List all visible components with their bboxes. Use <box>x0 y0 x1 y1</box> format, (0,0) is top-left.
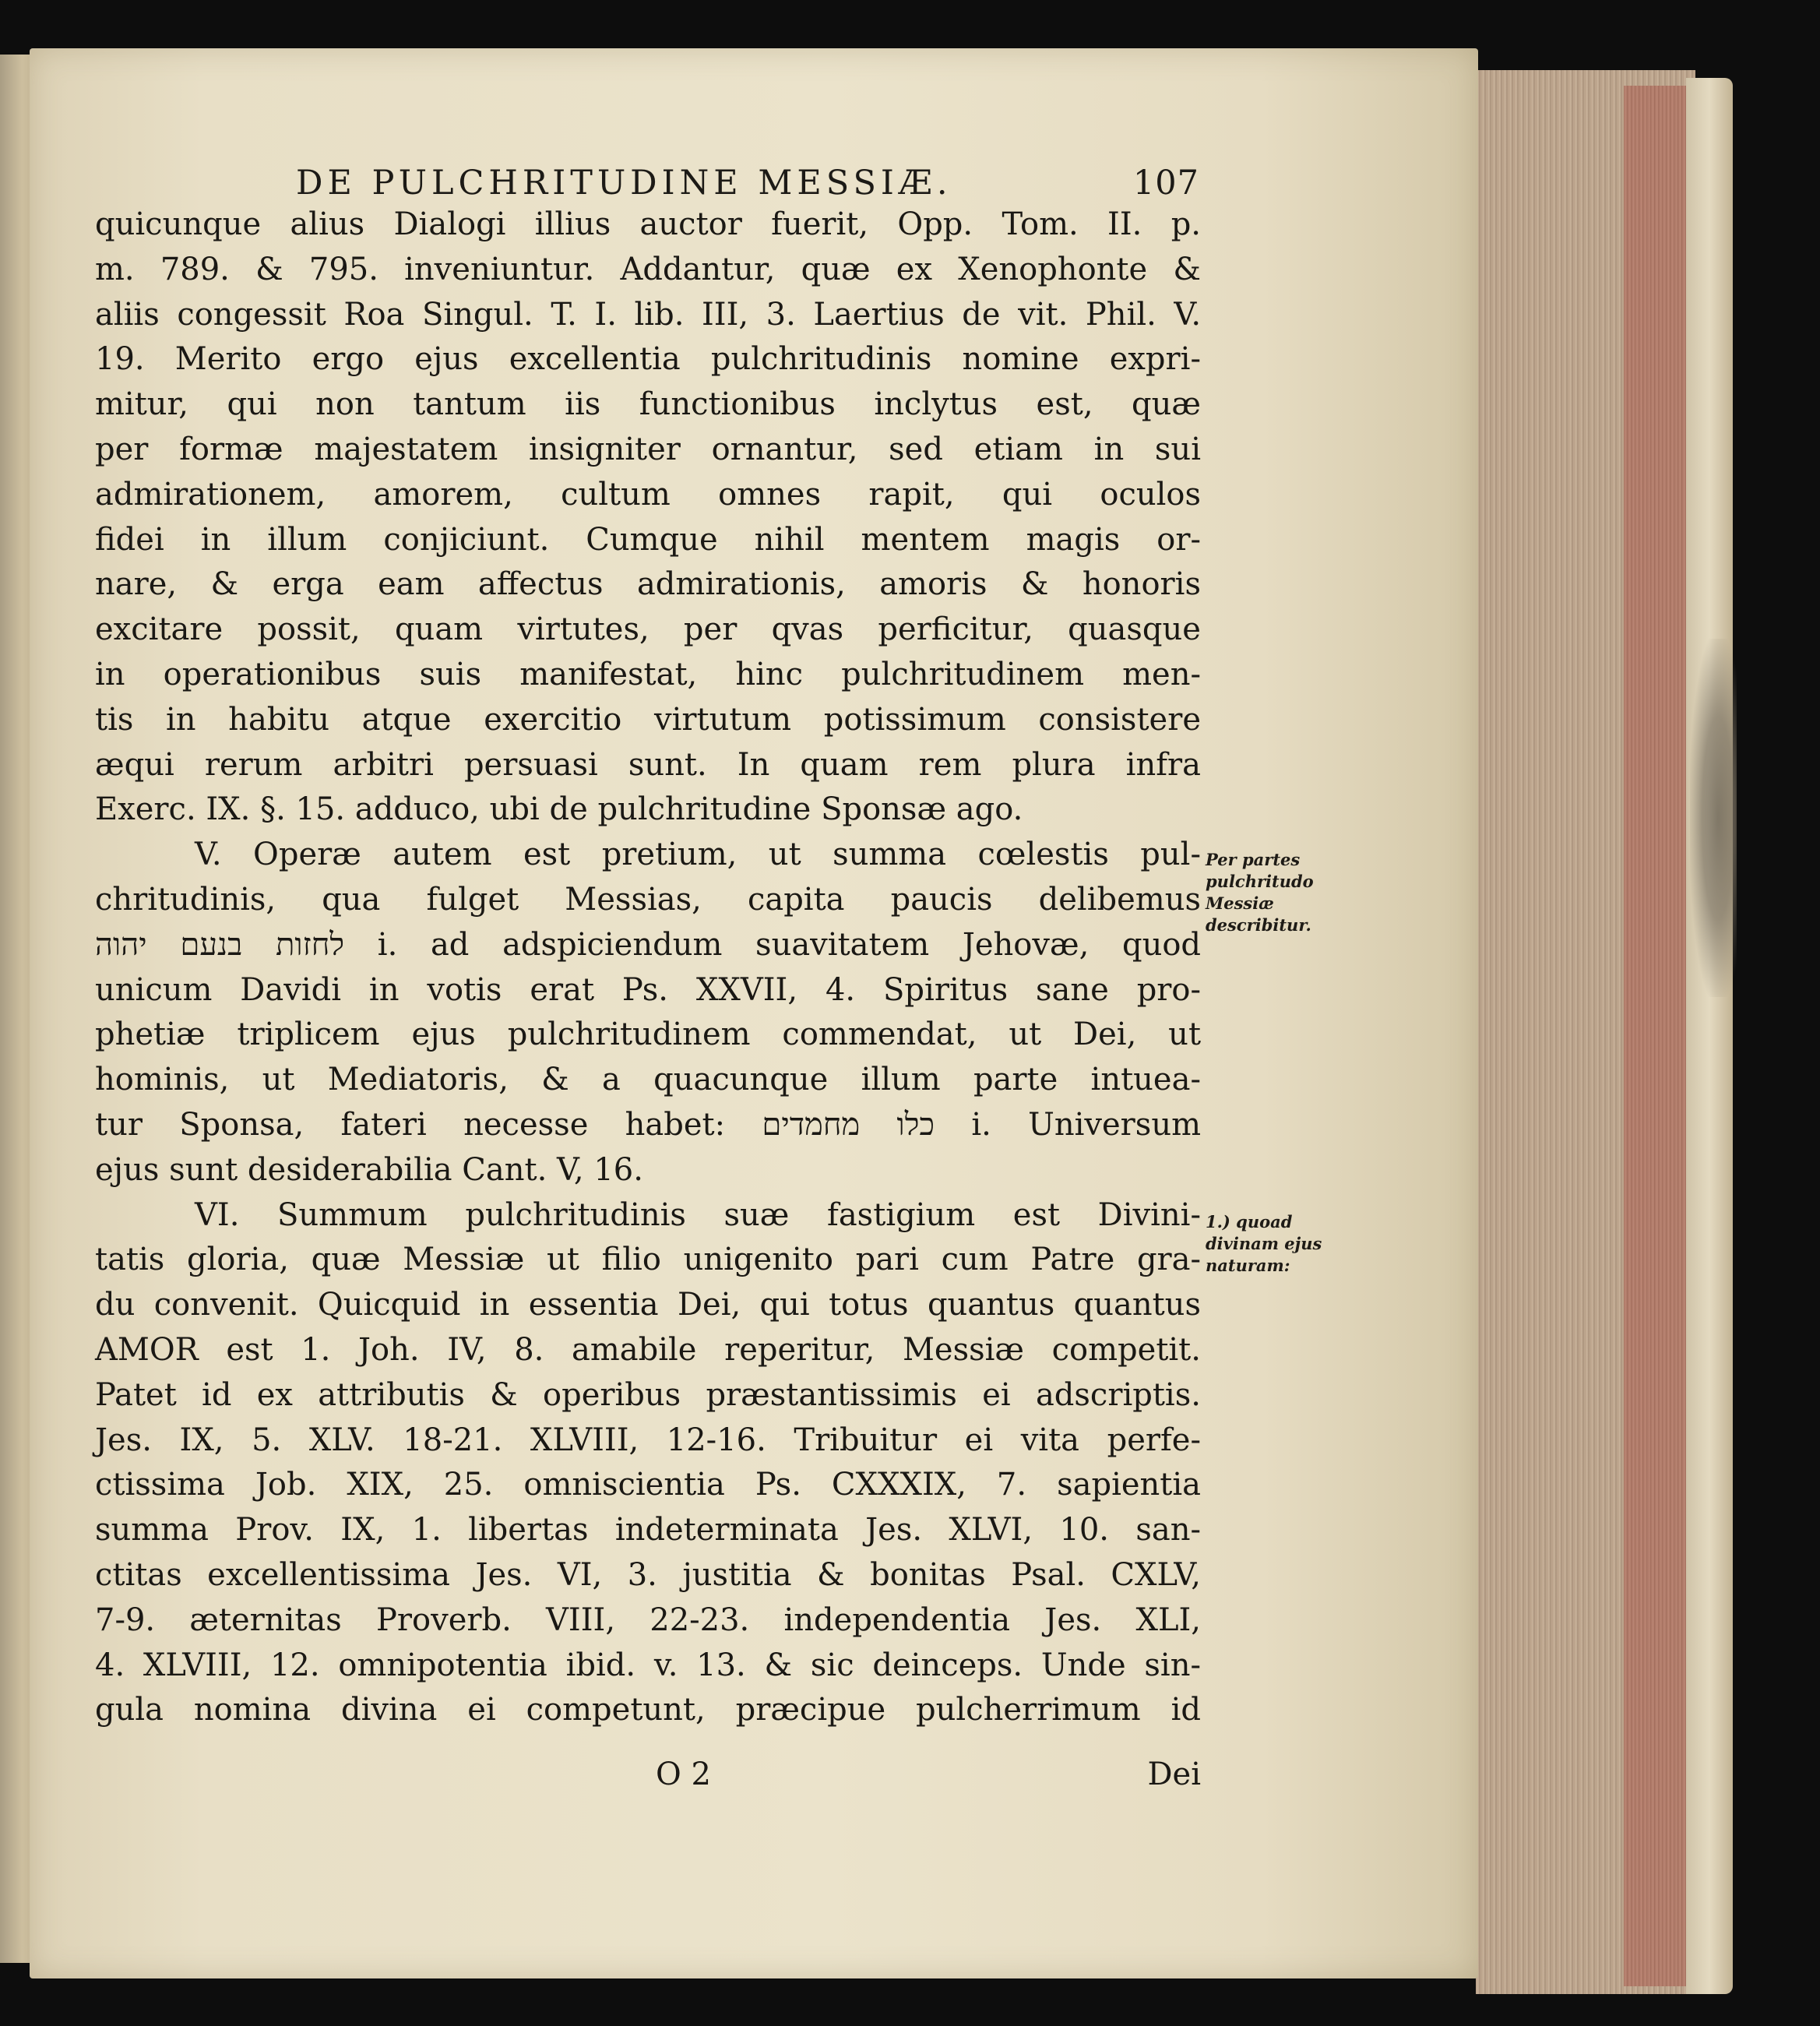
text-line: tur Sponsa, fateri necesse habet: כלו מחמדים i. Universum <box>95 1106 1202 1143</box>
text-line: per formæ majestatem insigniter ornantur, sed etiam in sui <box>95 431 1201 467</box>
running-title: DE PULCHRITUDINE MESSIÆ. <box>296 164 952 203</box>
page-number: 107 <box>1132 164 1199 203</box>
text-line: tis in habitu atque exercitio virtutum potissimum consistere <box>95 701 1201 738</box>
text-line: aliis congessit Roa Singul. T. I. lib. III, 3. Laertius de vit. Phil. V. <box>95 296 1202 333</box>
text-line: Jes. IX, 5. XLV. 18-21. XLVIII, 12-16. Tribuitur ei vita perfe- <box>95 1422 1201 1458</box>
text-line: tatis gloria, quæ Messiæ ut filio unigenito pari cum Patre gra- <box>95 1242 1202 1278</box>
text-line: mitur, qui non tantum iis functionibus inclytus est, quæ <box>95 386 1201 423</box>
text-line: ctissima Job. XIX, 25. omniscientia Ps. CXXXIX, 7. sapientia <box>95 1467 1202 1503</box>
text-line: æqui rerum arbitri persuasi sunt. In quam rem plura infra <box>95 746 1201 783</box>
text-line: 19. Merito ergo ejus excellentia pulchritudinis nomine expri- <box>95 341 1201 378</box>
text-line: summa Prov. IX, 1. libertas indeterminata Jes. XLVI, 10. san- <box>95 1512 1201 1549</box>
text-line: Patet id ex attributis & operibus præstantissimis ei adscriptis. <box>95 1376 1201 1413</box>
body-text <box>95 203 1201 1733</box>
text-line: 4. XLVIII, 12. omnipotentia ibid. v. 13. & sic deinceps. Unde sin- <box>95 1647 1201 1683</box>
text-line: du convenit. Quicquid in essentia Dei, qui totus quantus quantus <box>95 1287 1201 1323</box>
text-line: 7-9. æternitas Proverb. VIII, 22-23. independentia Jes. XLI, <box>95 1601 1202 1638</box>
running-header <box>296 164 1199 203</box>
text-line: Exerc. IX. §. 15. adduco, ubi de pulchritudine Sponsæ ago. <box>95 791 1023 828</box>
text-line: hominis, ut Mediatoris, & a quacunque illum parte intuea- <box>95 1062 1201 1098</box>
text-line: V. Operæ autem est pretium, ut summa cœlestis pul- <box>195 837 1201 873</box>
text-line: excitare possit, quam virtutes, per qvas perficitur, quasque <box>95 611 1201 648</box>
cover-stain <box>1690 639 1737 997</box>
text-line: VI. Summum pulchritudinis suæ fastigium est Divini- <box>195 1196 1201 1233</box>
text-line: chritudinis, qua fulget Messias, capita paucis delibemus <box>95 881 1201 918</box>
text-line: ctitas excellentissima Jes. VI, 3. justitia & bonitas Psal. CXLV, <box>95 1556 1201 1593</box>
text-line: unicum Davidi in votis erat Ps. XXVII, 4. Spiritus sane pro- <box>95 971 1202 1008</box>
page-footer <box>95 1756 1201 1802</box>
text-line: ejus sunt desiderabilia Cant. V, 16. <box>95 1151 643 1188</box>
text-line: in operationibus suis manifestat, hinc pulchritudinem men- <box>95 656 1202 692</box>
text-line: phetiæ triplicem ejus pulchritudinem commendat, ut Dei, ut <box>95 1017 1202 1053</box>
signature-mark: O 2 <box>656 1756 711 1792</box>
text-line: quicunque alius Dialogi illius auctor fuerit, Opp. Tom. II. p. <box>95 206 1202 242</box>
text-line: AMOR est 1. Joh. IV, 8. amabile reperitur, Messiæ competit. <box>95 1331 1201 1368</box>
text-line: nare, & erga eam affectus admirationis, amoris & honoris <box>95 566 1201 603</box>
book-cover-edge <box>1686 78 1733 1994</box>
catchword: Dei <box>1147 1756 1201 1792</box>
text-line: m. 789. & 795. inveniuntur. Addantur, quæ ex Xenophonte & <box>95 251 1201 287</box>
book-page-edges-red <box>1624 86 1686 1986</box>
text-line: admirationem, amorem, cultum omnes rapit, qui oculos <box>95 476 1202 513</box>
margin-note-2: 1.) quoad divinam ejus naturam: <box>1206 1212 1322 1275</box>
text-line: gula nomina divina ei competunt, præcipue pulcherrimum id <box>95 1692 1201 1728</box>
text-line: לחזות בנעם יהוה i. ad adspiciendum suavitatem Jehovæ, quod <box>95 926 1202 963</box>
margin-note-1: Per partes pulchritudo Messiæ describitur. <box>1206 850 1314 935</box>
text-line: fidei in illum conjiciunt. Cumque nihil mentem magis or- <box>95 521 1201 558</box>
